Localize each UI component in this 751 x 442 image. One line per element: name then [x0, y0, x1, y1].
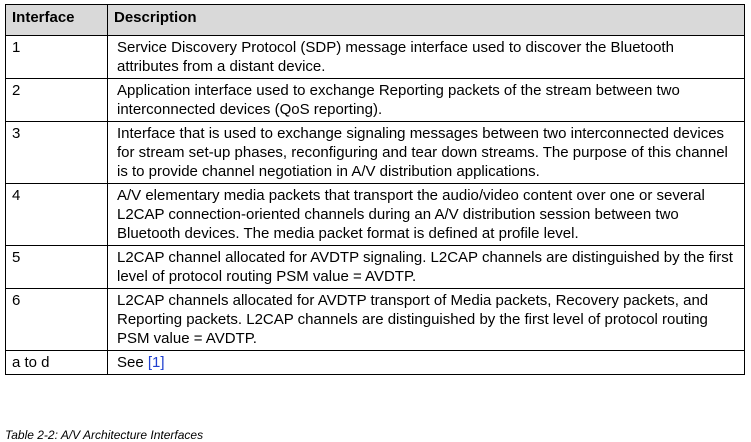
header-interface: Interface [6, 5, 108, 36]
interface-cell: 6 [6, 289, 108, 351]
see-text: See [117, 354, 148, 371]
description-cell: Application interface used to exchange Reporting packets of the stream between two interconnected devices (QoS reporting). [108, 79, 745, 122]
description-cell: L2CAP channels allocated for AVDTP transport of Media packets, Recovery packets, and Reporting packets. L2CAP channels are distinguished by the first level of protocol routing PSM value = AVDTP. [108, 289, 745, 351]
table-row [6, 289, 745, 351]
interface-cell: a to d [6, 351, 108, 375]
reference-link[interactable]: [1] [147, 354, 165, 371]
description-cell: Interface that is used to exchange signaling messages between two interconnected devices for stream set-up phases, reconfiguring and tear down streams. The purpose of this channel is to provide channel negotiation in A/V distribution applications. [108, 122, 745, 184]
table-row [6, 351, 745, 375]
table-row [6, 122, 745, 184]
interfaces-table [5, 4, 745, 375]
interface-cell: 4 [6, 184, 108, 246]
header-description: Description [108, 5, 745, 36]
table-row [6, 79, 745, 122]
table-row [6, 36, 745, 79]
table-header-row [6, 5, 745, 36]
interface-cell: 3 [6, 122, 108, 184]
description-cell [108, 351, 745, 375]
interface-cell: 2 [6, 79, 108, 122]
table-row [6, 246, 745, 289]
description-cell: A/V elementary media packets that transport the audio/video content over one or several L2CAP connection-oriented channels during an A/V distribution session between two Bluetooth devices. The media packet format is defined at profile level. [108, 184, 745, 246]
table-caption: Table 2-2: A/V Architecture Interfaces [5, 428, 204, 442]
description-cell: L2CAP channel allocated for AVDTP signaling. L2CAP channels are distinguished by the first level of protocol routing PSM value = AVDTP. [108, 246, 745, 289]
interface-cell: 5 [6, 246, 108, 289]
description-cell: Service Discovery Protocol (SDP) message interface used to discover the Bluetooth attributes from a distant device. [108, 36, 745, 79]
table-row [6, 184, 745, 246]
interface-cell: 1 [6, 36, 108, 79]
